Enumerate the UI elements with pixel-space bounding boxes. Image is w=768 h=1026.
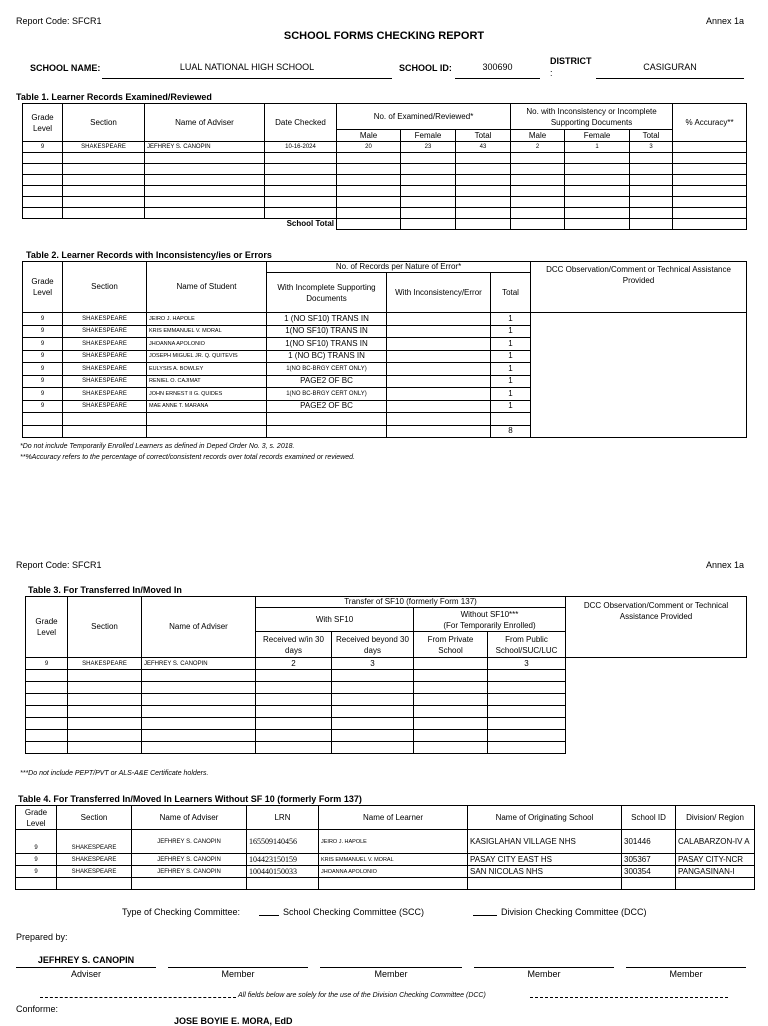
- t3-b30: 3: [332, 658, 414, 670]
- table-row: [23, 186, 747, 197]
- table-row: [16, 830, 755, 854]
- t1-in-total: 3: [630, 142, 673, 153]
- table3-title: Table 3. For Transferred In/Moved In: [28, 585, 182, 595]
- t2-grade: 9: [23, 338, 63, 351]
- scc-checkbox-line[interactable]: [259, 905, 279, 916]
- table-row: [23, 153, 747, 164]
- t3-private: [414, 658, 488, 670]
- t2-section: SHAKESPEARE: [63, 338, 147, 351]
- t3-h-without-sub: (For Temporarily Enrolled): [443, 620, 536, 630]
- table-row: [23, 313, 747, 326]
- t4-h-section: Section: [57, 806, 132, 830]
- t2-h-total: Total: [491, 273, 531, 313]
- t1-in-male: 2: [511, 142, 565, 153]
- t2-student: RENIEL O. CAJIMAT: [147, 375, 267, 388]
- t4-section: SHAKESPEARE: [57, 830, 132, 854]
- t2-h-nature: No. of Records per Nature of Error*: [267, 262, 531, 273]
- t4-adviser: JEFHREY S. CANOPIN: [132, 830, 247, 854]
- conforme-name: JOSE BOYIE E. MORA, EdD: [174, 1016, 293, 1026]
- footnote-1: *Do not include Temporarily Enrolled Learners as defined in Deped Order No. 3, s. 2018.: [20, 443, 295, 450]
- table2: [22, 261, 747, 438]
- committee-label: Type of Checking Committee:: [122, 907, 241, 917]
- t1-h-total2: Total: [630, 130, 673, 142]
- t1-grade: 9: [23, 142, 63, 153]
- t1-adviser: JEFHREY S. CANOPIN: [145, 142, 265, 153]
- adviser-role: Adviser: [70, 969, 101, 979]
- t2-total: 1: [491, 325, 531, 338]
- t2-h-grade: Grade Level: [23, 262, 63, 313]
- t2-incomplete: 1(NO SF10) TRANS IN: [267, 325, 387, 338]
- t2-student: JOSEPH MIGUEL JR. Q. QUITEVIS: [147, 350, 267, 363]
- t2-grade: 9: [23, 375, 63, 388]
- t1-ex-male: 20: [337, 142, 401, 153]
- t4-learner: JEIRO J. HAPOLE: [319, 830, 468, 854]
- prepared-by-label: Prepared by:: [16, 932, 68, 942]
- dcc-note-dash-right: [530, 997, 728, 998]
- page-title: SCHOOL FORMS CHECKING REPORT: [283, 30, 485, 42]
- t2-incomplete: 1(NO SF10) TRANS IN: [267, 338, 387, 351]
- t4-school-id: 301446: [622, 830, 676, 854]
- member-role-2: Member: [374, 969, 408, 979]
- t3-h-public: From Public School/SUC/LUC: [488, 632, 566, 658]
- table3: [25, 596, 747, 754]
- member-role-4: Member: [669, 969, 703, 979]
- t3-h-section: Section: [68, 597, 142, 658]
- t1-h-total: Total: [456, 130, 511, 142]
- t4-lrn: 100440150033: [247, 866, 319, 878]
- t2-h-inconsistency: With Inconsistency/Error: [387, 273, 491, 313]
- t2-total: 1: [491, 363, 531, 376]
- t2-student: JEIRO J. HAPOLE: [147, 313, 267, 326]
- member-signature-line-3: [474, 967, 614, 968]
- t2-grade: 9: [23, 388, 63, 401]
- t3-h-transfer: Transfer of SF10 (formerly Form 137): [256, 597, 566, 608]
- member-signature-line-4: [626, 967, 746, 968]
- t3-adviser: JEFHREY S. CANOPIN: [142, 658, 256, 670]
- t2-h-section: Section: [63, 262, 147, 313]
- t1-h-date: Date Checked: [265, 104, 337, 142]
- district-colon: :: [550, 68, 553, 78]
- t3-grade: 9: [26, 658, 68, 670]
- t4-grade: 9: [16, 854, 57, 866]
- t1-ex-total: 43: [456, 142, 511, 153]
- table4-title: Table 4. For Transferred In/Moved In Learners Without SF 10 (formerly Form 137): [18, 794, 362, 804]
- t4-h-grade: Grade Level: [16, 806, 57, 830]
- t2-student: JOHN ERNEST II G. QUIDES: [147, 388, 267, 401]
- t2-incomplete: 1(NO BC-BRGY CERT ONLY): [267, 363, 387, 376]
- t2-grade: 9: [23, 325, 63, 338]
- table4: [15, 805, 755, 890]
- t3-h-adviser: Name of Adviser: [142, 597, 256, 658]
- t2-section: SHAKESPEARE: [63, 375, 147, 388]
- t4-adviser: JEFHREY S. CANOPIN: [132, 866, 247, 878]
- t2-h-dcc: DCC Observation/Comment or Technical Assistance Provided: [531, 262, 747, 313]
- dcc-checkbox-line[interactable]: [473, 905, 497, 916]
- t3-w30: 2: [256, 658, 332, 670]
- table-row: [23, 425, 747, 438]
- t2-total: 1: [491, 388, 531, 401]
- annex-label: Annex 1a: [706, 16, 745, 26]
- t2-section: SHAKESPEARE: [63, 388, 147, 401]
- t4-origin: KASIGLAHAN VILLAGE NHS: [468, 830, 622, 854]
- t2-section: SHAKESPEARE: [63, 313, 147, 326]
- t1-h-male2: Male: [511, 130, 565, 142]
- t4-origin: PASAY CITY EAST HS: [468, 854, 622, 866]
- t4-lrn: 104423150159: [247, 854, 319, 866]
- t2-total: 1: [491, 400, 531, 413]
- dcc-label: Division Checking Committee (DCC): [501, 907, 647, 917]
- t2-section: SHAKESPEARE: [63, 325, 147, 338]
- t4-division: CALABARZON-IV A: [676, 830, 755, 854]
- t2-incomplete: PAGE2 OF BC: [267, 400, 387, 413]
- t2-section: SHAKESPEARE: [63, 363, 147, 376]
- t4-h-division: Division/ Region: [676, 806, 755, 830]
- t2-h-student: Name of Student: [147, 262, 267, 313]
- t1-h-female: Female: [401, 130, 456, 142]
- t2-incomplete: PAGE2 OF BC: [267, 375, 387, 388]
- t3-h-private: From Private School: [414, 632, 488, 658]
- table-row: [23, 197, 747, 208]
- member-signature-line-1: [168, 967, 308, 968]
- school-id-field: 300690: [455, 62, 540, 79]
- t2-grade: 9: [23, 363, 63, 376]
- t4-adviser: JEFHREY S. CANOPIN: [132, 854, 247, 866]
- t3-h-with: With SF10: [256, 608, 414, 632]
- t4-h-school-id: School ID: [622, 806, 676, 830]
- t4-h-origin: Name of Originating School: [468, 806, 622, 830]
- t1-in-female: 1: [565, 142, 630, 153]
- t4-lrn: 165509140456: [247, 830, 319, 854]
- t1-school-total: School Total: [145, 219, 337, 230]
- t2-h-incomplete: With Incomplete Supporting Documents: [267, 273, 387, 313]
- t2-incomplete: 1(NO BC-BRGY CERT ONLY): [267, 388, 387, 401]
- adviser-signature-name: JEFHREY S. CANOPIN: [37, 955, 135, 965]
- t3-h-grade: Grade Level: [26, 597, 68, 658]
- t3-h-dcc: DCC Observation/Comment or Technical Assistance Provided: [566, 597, 747, 658]
- t2-total: 1: [491, 375, 531, 388]
- t2-total: 1: [491, 313, 531, 326]
- district-field: CASIGURAN: [596, 62, 744, 79]
- t1-section: SHAKESPEARE: [63, 142, 145, 153]
- district-label: DISTRICT: [550, 56, 592, 66]
- t3-public: 3: [488, 658, 566, 670]
- t3-h-without: [414, 608, 566, 632]
- report-code-2: Report Code: SFCR1: [16, 560, 102, 570]
- t4-origin: SAN NICOLAS NHS: [468, 866, 622, 878]
- school-name-field: LUAL NATIONAL HIGH SCHOOL: [102, 62, 392, 79]
- t2-total: 1: [491, 338, 531, 351]
- t3-h-w30: Received w/in 30 days: [256, 632, 332, 658]
- table3-note: ***Do not include PEPT/PVT or ALS-A&E Certificate holders.: [20, 770, 209, 777]
- t2-section: SHAKESPEARE: [63, 400, 147, 413]
- table-row: [23, 208, 747, 219]
- table-row: [16, 878, 755, 890]
- table-row: [23, 175, 747, 186]
- t4-school-id: 305367: [622, 854, 676, 866]
- dcc-note: All fields below are solely for the use of the Division Checking Committee (DCC): [238, 992, 486, 999]
- table-row: [16, 854, 755, 866]
- t3-section: SHAKESPEARE: [68, 658, 142, 670]
- t4-h-learner: Name of Learner: [319, 806, 468, 830]
- t1-h-examined: No. of Examined/Reviewed*: [337, 104, 511, 130]
- t3-h-b30: Received beyond 30 days: [332, 632, 414, 658]
- t4-section: SHAKESPEARE: [57, 866, 132, 878]
- t1-h-grade: Grade Level: [23, 104, 63, 142]
- adviser-signature-line: [16, 967, 156, 968]
- t1-h-inconsistency: No. with Inconsistency or Incomplete Supporting Documents: [511, 104, 673, 130]
- t4-section: SHAKESPEARE: [57, 854, 132, 866]
- table-row: [26, 658, 747, 670]
- school-id-label: SCHOOL ID:: [399, 63, 452, 73]
- t2-grade: 9: [23, 400, 63, 413]
- t1-date: 10-16-2024: [265, 142, 337, 153]
- t2-grade: 9: [23, 350, 63, 363]
- conforme-label: Conforme:: [16, 1004, 59, 1014]
- dcc-note-dash-left: [40, 997, 236, 998]
- t4-grade: 9: [16, 866, 57, 878]
- t1-h-female2: Female: [565, 130, 630, 142]
- table-row: [23, 164, 747, 175]
- t2-student: KRIS EMMANUEL V. MORAL: [147, 325, 267, 338]
- table-row: [23, 142, 747, 153]
- t2-grade: 9: [23, 313, 63, 326]
- t1-h-accuracy: % Accuracy**: [673, 104, 747, 142]
- t2-student: MAE ANNE T. MARANA: [147, 400, 267, 413]
- t1-h-adviser: Name of Adviser: [145, 104, 265, 142]
- t2-student: EULYSIS A. BOWLEY: [147, 363, 267, 376]
- t3-h-without-title: Without SF10***: [460, 609, 519, 619]
- t2-incomplete: 1 (NO BC) TRANS IN: [267, 350, 387, 363]
- member-role-3: Member: [527, 969, 561, 979]
- t1-ex-female: 23: [401, 142, 456, 153]
- t4-school-id: 300354: [622, 866, 676, 878]
- t4-learner: JHOANNA APOLONIO: [319, 866, 468, 878]
- t2-grand-total: 8: [491, 425, 531, 438]
- t2-student: JHOANNA APOLONIO: [147, 338, 267, 351]
- t4-grade: 9: [16, 830, 57, 854]
- t4-h-adviser: Name of Adviser: [132, 806, 247, 830]
- table-row: [16, 866, 755, 878]
- member-signature-line-2: [320, 967, 462, 968]
- t1-h-section: Section: [63, 104, 145, 142]
- t1-accuracy: [673, 142, 747, 153]
- table2-title: Table 2. Learner Records with Inconsistency/ies or Errors: [26, 250, 272, 260]
- school-name-label: SCHOOL NAME:: [30, 63, 101, 73]
- scc-label: School Checking Committee (SCC): [283, 907, 425, 917]
- report-code: Report Code: SFCR1: [16, 16, 102, 26]
- t4-learner: KRIS EMMANUEL V. MORAL: [319, 854, 468, 866]
- table1-title: Table 1. Learner Records Examined/Reviewed: [16, 92, 212, 102]
- t2-section: SHAKESPEARE: [63, 350, 147, 363]
- t4-division: PANGASINAN-I: [676, 866, 755, 878]
- footnote-2: **%Accuracy refers to the percentage of correct/consistent records over total records examined or reviewed.: [20, 454, 355, 461]
- table1: [22, 103, 747, 230]
- annex-label-2: Annex 1a: [706, 560, 745, 570]
- member-role-1: Member: [221, 969, 255, 979]
- t2-total: 1: [491, 350, 531, 363]
- t1-h-male: Male: [337, 130, 401, 142]
- t4-h-lrn: LRN: [247, 806, 319, 830]
- t4-division: PASAY CITY-NCR: [676, 854, 755, 866]
- t2-incomplete: 1 (NO SF10) TRANS IN: [267, 313, 387, 326]
